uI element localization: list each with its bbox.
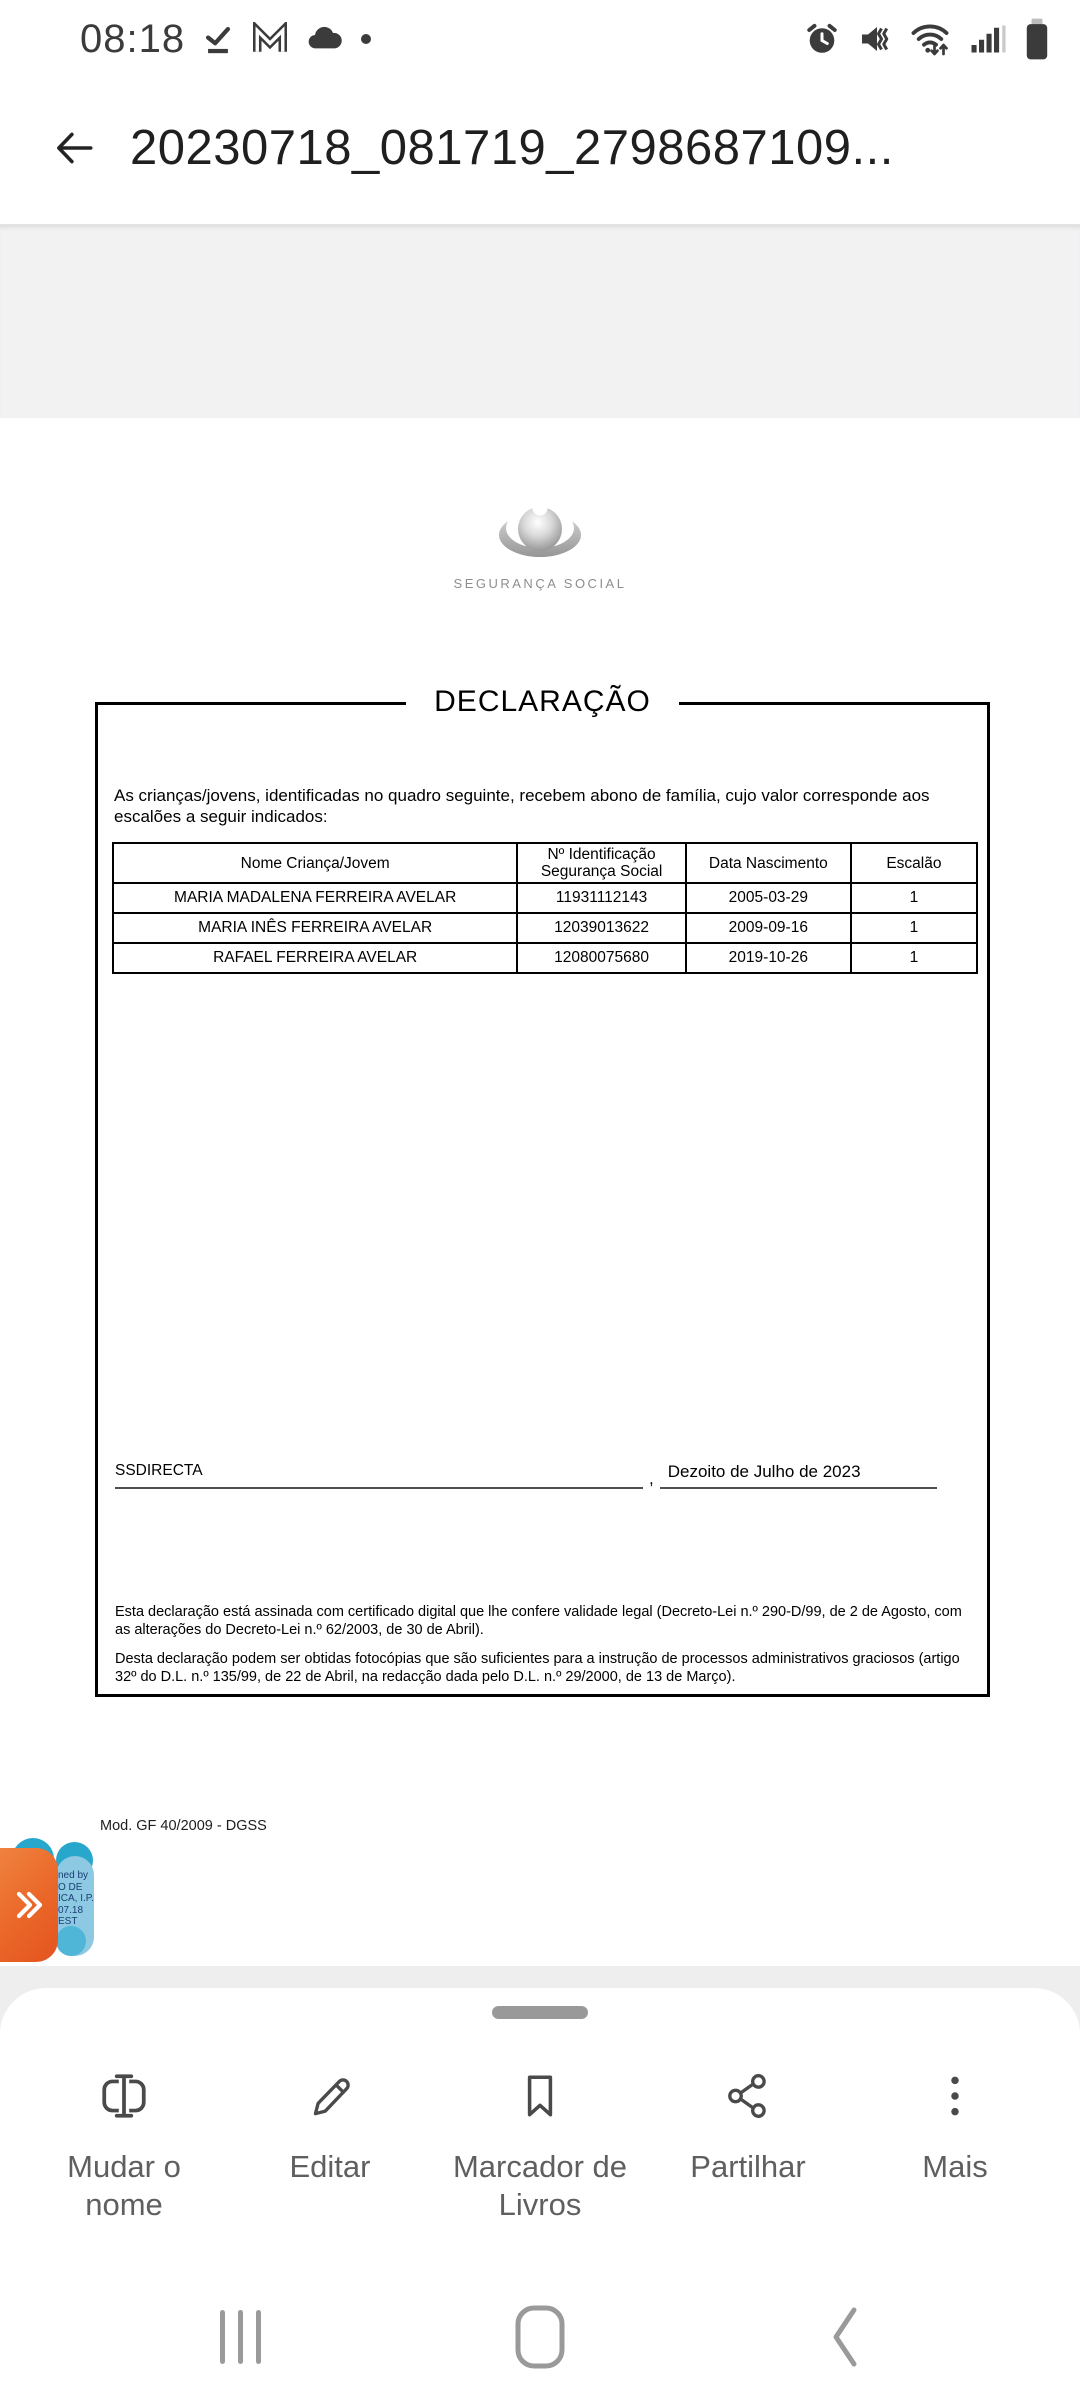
cell-dob: 2009-09-16 xyxy=(686,913,851,943)
cell-niss: 12080075680 xyxy=(517,943,685,973)
cell-name: MARIA MADALENA FERREIRA AVELAR xyxy=(113,883,517,913)
document-page[interactable] xyxy=(0,418,1080,1968)
signature-separator: , xyxy=(649,1469,654,1488)
cell-niss: 12039013622 xyxy=(517,913,685,943)
home-button[interactable] xyxy=(513,2304,567,2370)
table-header-row xyxy=(113,843,977,883)
alarm-icon xyxy=(804,21,840,57)
toolbar-item-share[interactable] xyxy=(653,2070,843,2186)
cell-name: RAFAEL FERREIRA AVELAR xyxy=(113,943,517,973)
more-icon xyxy=(930,2070,980,2122)
toolbar-label: Marcador de Livros xyxy=(452,2149,628,2222)
sheet-drag-handle[interactable] xyxy=(492,2006,588,2019)
toolbar-item-edit[interactable] xyxy=(235,2070,425,2186)
back-nav-button[interactable] xyxy=(826,2304,866,2370)
stamp-text: ned by O DE ICA, I.P. 07.18 EST xyxy=(58,1870,94,1927)
page-title: 20230718_081719_2798687109... xyxy=(130,121,894,175)
toolbar-label: Mudar o nome xyxy=(67,2149,181,2222)
declaration-heading: DECLARAÇÃO xyxy=(98,685,987,719)
toolbar-label: Partilhar xyxy=(690,2149,806,2184)
back-button[interactable] xyxy=(46,120,102,176)
intro-paragraph: As crianças/jovens, identificadas no quadro seguinte, recebem abono de família, cujo valor corresponde aos escalões a seguir indicados: xyxy=(114,786,930,826)
clock-text: 08:18 xyxy=(80,16,186,61)
children-table xyxy=(112,842,978,974)
navigation-bar xyxy=(0,2296,1080,2400)
cell-escalao: 1 xyxy=(851,943,977,973)
col-header-niss: Nº Identificação Segurança Social xyxy=(517,843,685,883)
signature-line xyxy=(115,1462,937,1489)
cell-escalao: 1 xyxy=(851,913,977,943)
table-row xyxy=(113,913,977,943)
download-done-icon xyxy=(201,22,235,56)
toolbar-label: Mais xyxy=(922,2149,988,2184)
seguranca-social-logo-icon xyxy=(488,502,592,568)
toolbar-item-rename[interactable] xyxy=(29,2070,219,2224)
status-bar-left xyxy=(80,17,371,62)
signature-label: SSDIRECTA xyxy=(115,1462,643,1489)
legal-paragraph-2: Desta declaração podem ser obtidas fotocópias que são suficientes para a instrução de processos administrativos graciosos (artigo 32º do D.L. n.º 135/99, de 22 de Abril, na redacção dada pelo D.L. n.º 29/2000, de 13 de Março). xyxy=(115,1651,960,1685)
share-icon xyxy=(723,2070,773,2122)
cell-escalao: 1 xyxy=(851,883,977,913)
declaration-box xyxy=(95,685,990,1697)
back-icon xyxy=(826,2304,866,2370)
logo-caption: SEGURANÇA SOCIAL xyxy=(453,576,627,591)
signature-date: Dezoito de Julho de 2023 xyxy=(660,1462,937,1489)
back-arrow-icon xyxy=(51,125,97,171)
cell-name: MARIA INÊS FERREIRA AVELAR xyxy=(113,913,517,943)
battery-icon xyxy=(1024,17,1050,61)
toolbar-item-bookmark[interactable] xyxy=(445,2070,635,2224)
legal-paragraph-1: Esta declaração está assinada com certificado digital que lhe confere validade legal (Decreto-Lei n.º 290-D/99, de 2 de Agosto, com as alterações do Decreto-Lei n.º 62/2003, de 30 de Abril). xyxy=(115,1604,962,1638)
signal-icon xyxy=(968,21,1008,57)
rename-icon xyxy=(99,2070,149,2122)
status-bar xyxy=(0,0,1080,72)
cell-dob: 2019-10-26 xyxy=(686,943,851,973)
wifi-updown-icon xyxy=(908,21,952,57)
col-header-escalao: Escalão xyxy=(851,843,977,883)
col-header-name: Nome Criança/Jovem xyxy=(113,843,517,883)
table-row xyxy=(113,883,977,913)
vibrate-mute-icon xyxy=(856,21,892,57)
form-reference: Mod. GF 40/2009 - DGSS xyxy=(100,1818,267,1834)
col-header-dob: Data Nascimento xyxy=(686,843,851,883)
app-header xyxy=(0,72,1080,226)
edge-panel-handle[interactable] xyxy=(0,1848,58,1962)
bookmark-icon xyxy=(515,2070,565,2122)
table-row xyxy=(113,943,977,973)
cell-niss: 11931112143 xyxy=(517,883,685,913)
stamp-circle-icon xyxy=(56,1926,86,1956)
double-chevron-right-icon xyxy=(11,1886,47,1924)
status-bar-right xyxy=(804,17,1050,61)
recents-button[interactable] xyxy=(214,2306,268,2368)
toolbar-label: Editar xyxy=(289,2149,371,2184)
recents-icon xyxy=(214,2306,268,2368)
notification-dot-icon xyxy=(361,34,371,44)
bottom-sheet xyxy=(0,1988,1080,2400)
home-icon xyxy=(513,2304,567,2370)
gmail-icon xyxy=(251,22,289,56)
cloud-icon xyxy=(305,24,345,54)
viewer-background xyxy=(0,226,1080,418)
toolbar-item-more[interactable] xyxy=(860,2070,1050,2186)
cell-dob: 2005-03-29 xyxy=(686,883,851,913)
edit-icon xyxy=(305,2070,355,2122)
